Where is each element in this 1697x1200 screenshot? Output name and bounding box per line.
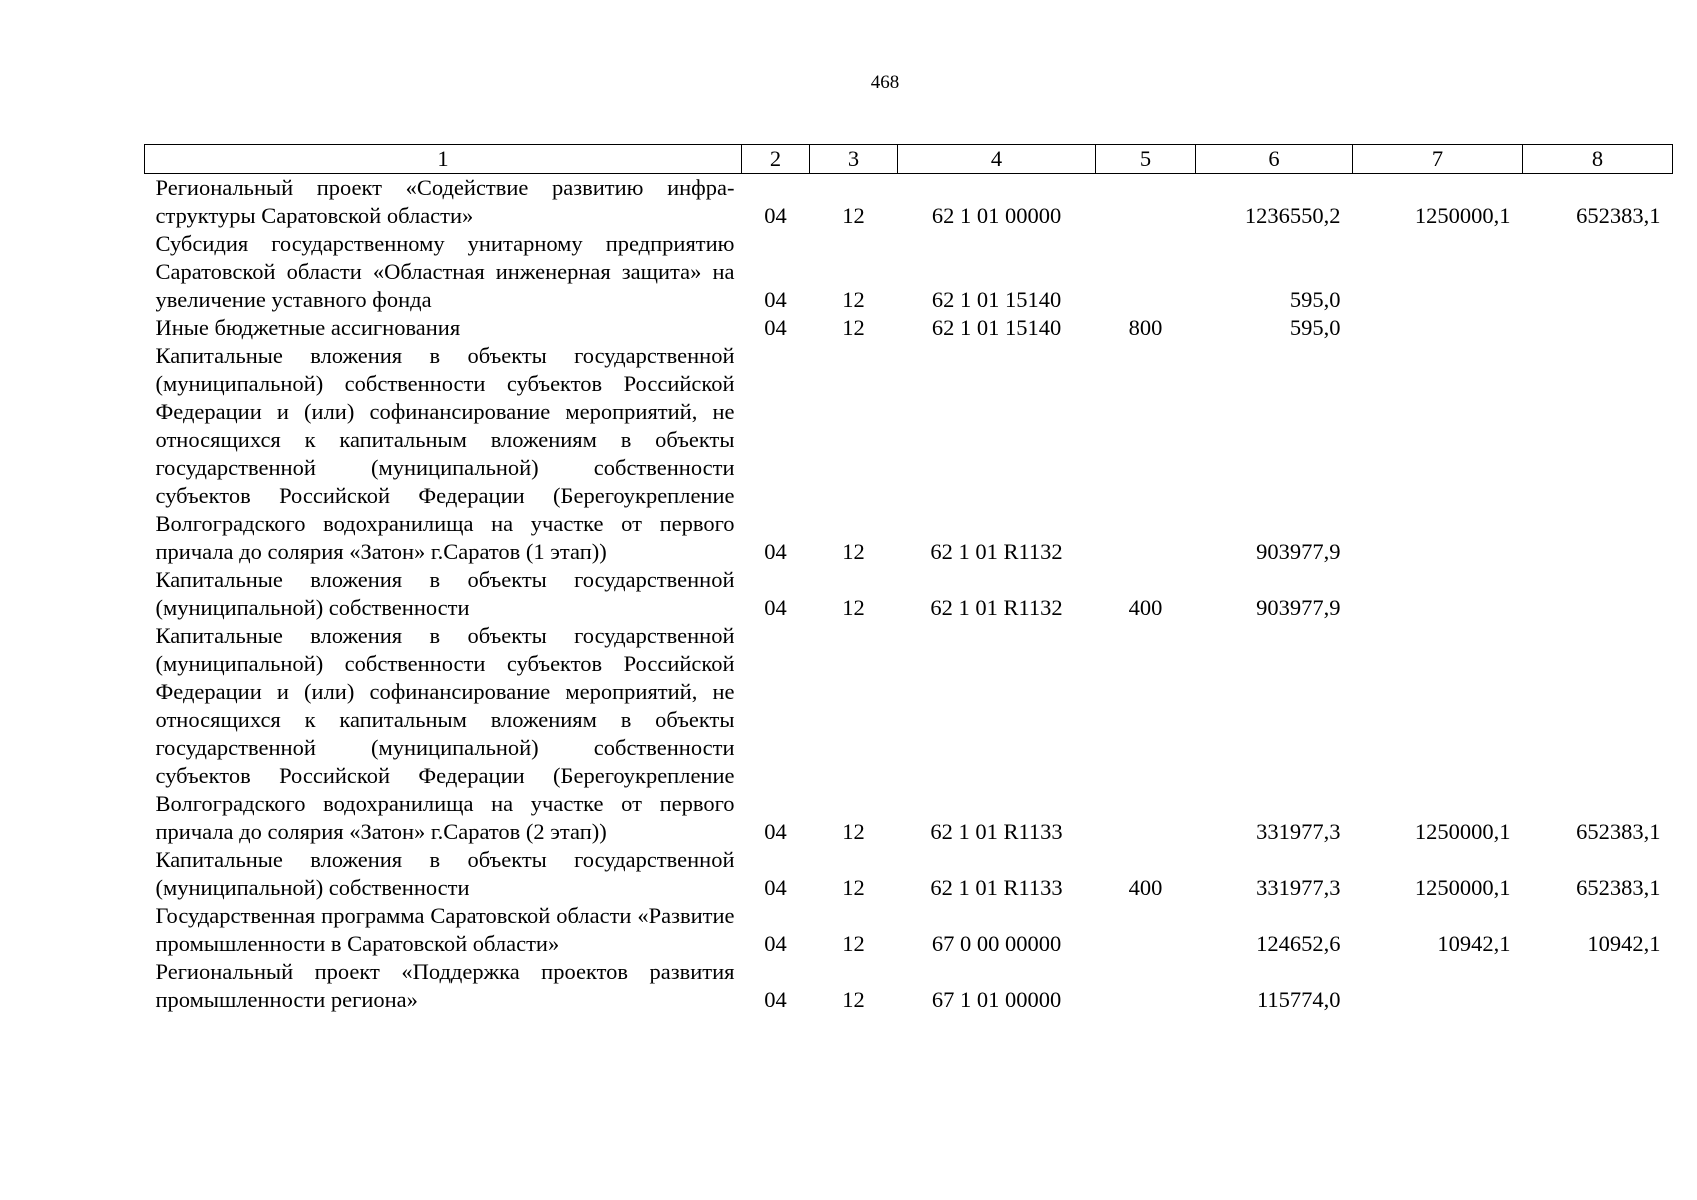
expense-type-code bbox=[1096, 342, 1196, 566]
section-code: 04 bbox=[764, 287, 787, 312]
table-row bbox=[145, 174, 1673, 231]
table-row bbox=[145, 342, 1673, 566]
amount-year-3 bbox=[1523, 314, 1673, 342]
amount-year-2 bbox=[1353, 342, 1523, 566]
expense-type-code: 400 bbox=[1128, 875, 1163, 900]
amount-year-3 bbox=[1523, 566, 1673, 622]
target-article-code: 62 1 01 R1133 bbox=[930, 875, 1063, 900]
column-header-2: 2 bbox=[742, 145, 810, 174]
target-article-code: 62 1 01 R1133 bbox=[930, 819, 1063, 844]
row-name: Капитальные вложения в объекты государственной (муниципальной) собственности bbox=[155, 567, 735, 620]
column-header-5: 5 bbox=[1096, 145, 1196, 174]
row-name: Капитальные вложения в объекты государственной (муниципальной) собственности bbox=[155, 847, 735, 900]
section-code: 04 bbox=[764, 819, 787, 844]
column-header-3: 3 bbox=[810, 145, 898, 174]
amount-year-1: 903977,9 bbox=[1256, 595, 1341, 620]
subsection-code: 12 bbox=[842, 203, 865, 228]
amount-year-1: 115774,0 bbox=[1256, 987, 1341, 1012]
subsection-code: 12 bbox=[842, 539, 865, 564]
target-article-code: 67 0 00 00000 bbox=[931, 931, 1062, 956]
row-name: Субсидия государственному унитарному предприятию Саратовской области «Областная инженерная защита» на увеличение уставного фонда bbox=[155, 231, 735, 312]
amount-year-2: 1250000,1 bbox=[1414, 875, 1511, 900]
section-code: 04 bbox=[764, 875, 787, 900]
table-row bbox=[145, 622, 1673, 846]
expense-type-code bbox=[1096, 622, 1196, 846]
column-header-7: 7 bbox=[1353, 145, 1523, 174]
amount-year-2: 1250000,1 bbox=[1414, 203, 1511, 228]
section-code: 04 bbox=[764, 931, 787, 956]
subsection-code: 12 bbox=[842, 315, 865, 340]
expense-type-code bbox=[1096, 902, 1196, 958]
subsection-code: 12 bbox=[842, 287, 865, 312]
amount-year-3 bbox=[1523, 958, 1673, 1014]
amount-year-1: 331977,3 bbox=[1256, 875, 1341, 900]
table-body bbox=[145, 174, 1673, 1015]
amount-year-2: 10942,1 bbox=[1437, 931, 1511, 956]
amount-year-2 bbox=[1353, 314, 1523, 342]
amount-year-1: 595,0 bbox=[1289, 315, 1341, 340]
amount-year-2: 1250000,1 bbox=[1414, 819, 1511, 844]
amount-year-1: 595,0 bbox=[1289, 287, 1341, 312]
target-article-code: 62 1 01 15140 bbox=[931, 287, 1062, 312]
section-code: 04 bbox=[764, 539, 787, 564]
subsection-code: 12 bbox=[842, 595, 865, 620]
row-name: Капитальные вложения в объекты государственной (муниципальной) собственности субъектов Российской Федерации и (или) софинансирование мероприятий, не относящихся к капитальным вложениям в объекты государственной (муниципальной) собственности субъектов Российской Федерации (Берегоукрепление Волгоградского водохранилища на участке от первого причала до солярия «Затон» г.Саратов (2 этап)) bbox=[155, 623, 735, 844]
header-row bbox=[145, 145, 1673, 174]
page-number: 468 bbox=[870, 72, 900, 93]
column-header-6: 6 bbox=[1196, 145, 1353, 174]
budget-table bbox=[144, 144, 1673, 1014]
column-header-4: 4 bbox=[898, 145, 1096, 174]
row-name: Государственная программа Саратовской области «Развитие промышленности в Саратовской области» bbox=[155, 903, 735, 956]
target-article-code: 62 1 01 R1132 bbox=[930, 595, 1063, 620]
target-article-code: 62 1 01 00000 bbox=[931, 203, 1062, 228]
table-row bbox=[145, 314, 1673, 342]
target-article-code: 62 1 01 15140 bbox=[931, 315, 1062, 340]
target-article-code: 62 1 01 R1132 bbox=[930, 539, 1063, 564]
amount-year-1: 903977,9 bbox=[1256, 539, 1341, 564]
table-row bbox=[145, 958, 1673, 1014]
amount-year-3: 10942,1 bbox=[1587, 931, 1661, 956]
target-article-code: 67 1 01 00000 bbox=[931, 987, 1062, 1012]
expense-type-code: 800 bbox=[1128, 315, 1163, 340]
subsection-code: 12 bbox=[842, 875, 865, 900]
column-header-1: 1 bbox=[145, 145, 742, 174]
table-row bbox=[145, 230, 1673, 314]
expense-type-code bbox=[1096, 230, 1196, 314]
amount-year-3: 652383,1 bbox=[1576, 203, 1661, 228]
expense-type-code bbox=[1096, 958, 1196, 1014]
table-row bbox=[145, 846, 1673, 902]
table-row bbox=[145, 566, 1673, 622]
column-header-8: 8 bbox=[1523, 145, 1673, 174]
amount-year-1: 1236550,2 bbox=[1244, 203, 1341, 228]
section-code: 04 bbox=[764, 203, 787, 228]
amount-year-3 bbox=[1523, 342, 1673, 566]
amount-year-1: 331977,3 bbox=[1256, 819, 1341, 844]
amount-year-2 bbox=[1353, 566, 1523, 622]
section-code: 04 bbox=[764, 987, 787, 1012]
subsection-code: 12 bbox=[842, 819, 865, 844]
table-row bbox=[145, 902, 1673, 958]
row-name: Региональный проект «Поддержка проектов развития промышленности региона» bbox=[155, 959, 735, 1012]
amount-year-2 bbox=[1353, 958, 1523, 1014]
expense-type-code bbox=[1096, 174, 1196, 231]
row-name: Капитальные вложения в объекты государственной (муниципальной) собственности субъектов Российской Федерации и (или) софинансирование мероприятий, не относящихся к капитальным вложениям в объекты государственной (муниципальной) собственности субъектов Российской Федерации (Берегоукрепление Волгоградского водохранилища на участке от первого причала до солярия «Затон» г.Саратов (1 этап)) bbox=[155, 343, 735, 564]
section-code: 04 bbox=[764, 315, 787, 340]
amount-year-3: 652383,1 bbox=[1576, 875, 1661, 900]
amount-year-3 bbox=[1523, 230, 1673, 314]
table-header bbox=[145, 145, 1673, 174]
row-name: Региональный проект «Содействие развитию инфраструктуры Саратовской области» bbox=[155, 175, 735, 228]
amount-year-1: 124652,6 bbox=[1256, 931, 1341, 956]
expense-type-code: 400 bbox=[1128, 595, 1163, 620]
amount-year-3: 652383,1 bbox=[1576, 819, 1661, 844]
row-name: Иные бюджетные ассигнования bbox=[155, 315, 461, 340]
subsection-code: 12 bbox=[842, 987, 865, 1012]
section-code: 04 bbox=[764, 595, 787, 620]
subsection-code: 12 bbox=[842, 931, 865, 956]
amount-year-2 bbox=[1353, 230, 1523, 314]
